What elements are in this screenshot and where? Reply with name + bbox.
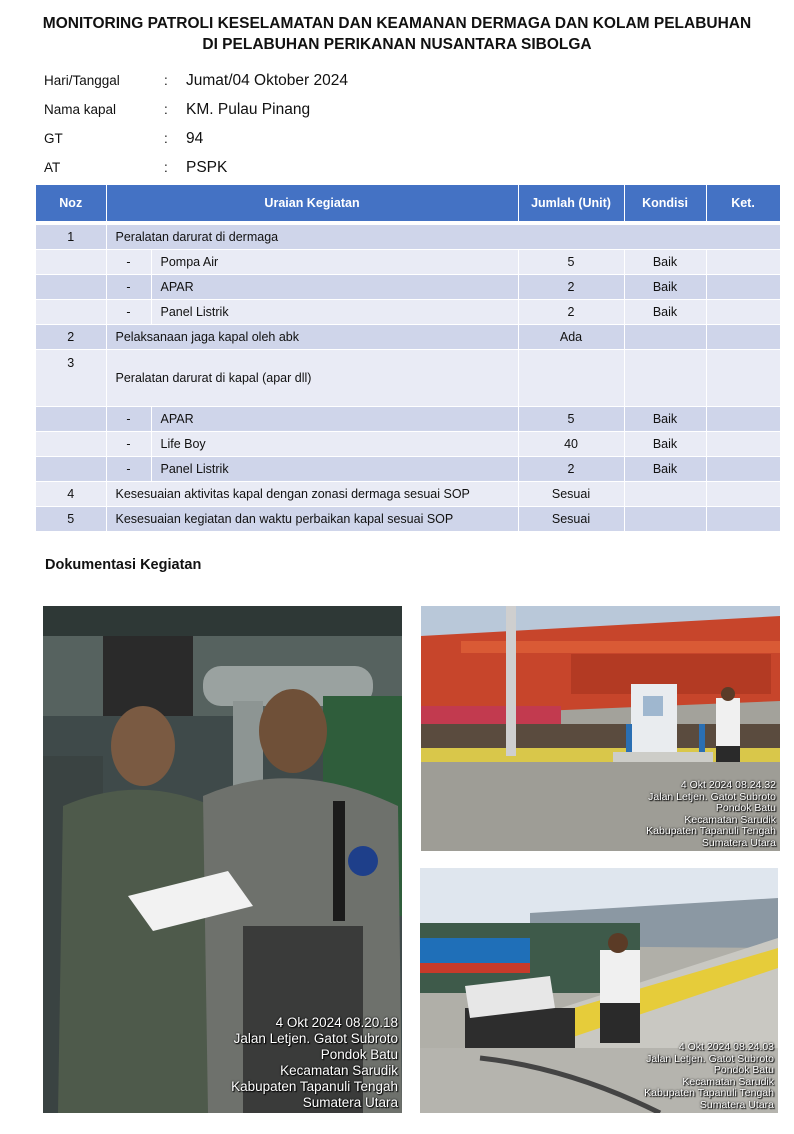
cell-kondisi [624,325,706,350]
cell-no [36,457,106,482]
photo-dock-pump-stamp [646,780,776,849]
cell-ket [706,275,780,300]
cell-item: Panel Listrik [151,300,518,325]
cell-kondisi: Baik [624,250,706,275]
cell-no: 4 [36,482,106,507]
stamp-line: Kecamatan Sarudik [682,1075,774,1088]
stamp-line: Sumatera Utara [699,1098,774,1111]
stamp-line: Pondok Batu [320,1047,398,1062]
cell-ket [706,432,780,457]
header-no: Noz [36,185,106,223]
stamp-line: Jalan Letjen. Gatot Subroto [233,1031,398,1046]
cell-uraian: Kesesuaian aktivitas kapal dengan zonasi dermaga sesuai SOP [106,482,518,507]
cell-kondisi [624,482,706,507]
stamp-line: Pondok Batu [713,1064,774,1076]
info-value: Jumat/04 Oktober 2024 [186,71,348,89]
stamp-line: Kecamatan Sarudik [684,813,776,826]
table-row [36,250,780,275]
title-line-2: DI PELABUHAN PERIKANAN NUSANTARA SIBOLGA [202,36,592,53]
info-value: 94 [186,129,204,147]
cell-no [36,300,106,325]
cell-uraian: Peralatan darurat di kapal (apar dll) [106,350,518,407]
info-label: Nama kapal [44,102,117,117]
cell-no [36,407,106,432]
cell-ket [706,250,780,275]
cell-ket [706,350,780,407]
stamp-line: Jalan Letjen. Gatot Subroto [646,1052,774,1065]
cell-dash: - [106,300,151,325]
cell-no [36,432,106,457]
photo-dock-panel-stamp [644,1042,774,1111]
cell-kondisi: Baik [624,407,706,432]
table-row [36,407,780,432]
cell-item: APAR [151,275,518,300]
cell-jumlah: Sesuai [518,482,624,507]
photo-dock-panel [420,868,778,1113]
cell-no [36,250,106,275]
cell-uraian: Pelaksanaan jaga kapal oleh abk [106,325,518,350]
table-row [36,300,780,325]
info-label: AT [44,160,61,175]
table-row [36,275,780,300]
cell-ket [706,457,780,482]
cell-jumlah: 5 [518,407,624,432]
stamp-line: Sumatera Utara [302,1095,398,1110]
header-kondisi: Kondisi [624,185,706,223]
cell-no: 3 [36,350,106,407]
cell-ket [706,507,780,532]
cell-jumlah: 2 [518,300,624,325]
cell-item: Life Boy [151,432,518,457]
cell-ket [706,482,780,507]
info-colon: : [164,131,168,146]
cell-jumlah: 2 [518,275,624,300]
photo-ship-inspection [43,606,402,1113]
photo-ship-inspection-stamp [231,1015,398,1111]
header-jumlah: Jumlah (Unit) [518,185,624,223]
cell-jumlah: 5 [518,250,624,275]
info-colon: : [164,102,168,117]
cell-ket [706,300,780,325]
table-row [36,482,780,507]
table-row [36,350,780,407]
info-value: PSPK [186,158,228,176]
info-label: GT [44,131,63,146]
cell-ket [706,407,780,432]
activity-table [36,185,781,532]
cell-item: Pompa Air [151,250,518,275]
info-row-gt [44,124,348,153]
stamp-line: Kecamatan Sarudik [280,1063,398,1078]
cell-uraian: Kesesuaian kegiatan dan waktu perbaikan kapal sesuai SOP [106,507,518,532]
cell-kondisi [624,507,706,532]
cell-kondisi: Baik [624,432,706,457]
cell-jumlah: Ada [518,325,624,350]
photo-dock-pump [421,606,780,851]
cell-jumlah [518,350,624,407]
stamp-line: Kabupaten Tapanuli Tengah [231,1079,398,1094]
cell-item: Panel Listrik [151,457,518,482]
title-line-1: MONITORING PATROLI KESELAMATAN DAN KEAMANAN DERMAGA DAN KOLAM PELABUHAN [42,15,752,32]
info-row-at [44,153,348,182]
info-block [44,66,348,182]
stamp-line: Kabupaten Tapanuli Tengah [644,1087,774,1099]
section-title: Dokumentasi Kegiatan [45,557,202,573]
cell-jumlah: 40 [518,432,624,457]
cell-dash: - [106,432,151,457]
table-header-row [36,185,780,223]
info-colon: : [164,160,168,175]
stamp-line: Pondok Batu [715,802,776,814]
cell-dash: - [106,457,151,482]
stamp-line: Sumatera Utara [701,836,776,849]
header-ket: Ket. [706,185,780,223]
cell-ket [706,325,780,350]
table-row [36,325,780,350]
info-colon: : [164,73,168,88]
info-value: KM. Pulau Pinang [186,100,311,118]
cell-uraian: Peralatan darurat di dermaga [106,223,780,250]
cell-no: 1 [36,223,106,250]
stamp-line: 4 Okt 2024 08.20.18 [275,1015,398,1030]
document-title [0,13,794,55]
stamp-line: Jalan Letjen. Gatot Subroto [648,790,776,803]
table-row [36,457,780,482]
cell-item: APAR [151,407,518,432]
info-row-ship [44,95,348,124]
cell-kondisi: Baik [624,457,706,482]
cell-dash: - [106,275,151,300]
stamp-line: Kabupaten Tapanuli Tengah [646,825,776,837]
stamp-line: 4 Okt 2024 08.24.03 [678,1041,774,1053]
cell-kondisi: Baik [624,300,706,325]
info-row-date [44,66,348,95]
table-row [36,507,780,532]
cell-jumlah: Sesuai [518,507,624,532]
cell-no: 5 [36,507,106,532]
cell-dash: - [106,250,151,275]
cell-kondisi [624,350,706,407]
info-label: Hari/Tanggal [44,73,120,88]
table-row [36,223,780,250]
stamp-line: 4 Okt 2024 08.24.32 [680,779,776,791]
cell-jumlah: 2 [518,457,624,482]
cell-kondisi: Baik [624,275,706,300]
cell-dash: - [106,407,151,432]
cell-no: 2 [36,325,106,350]
cell-no [36,275,106,300]
header-uraian: Uraian Kegiatan [106,185,518,223]
table-row [36,432,780,457]
